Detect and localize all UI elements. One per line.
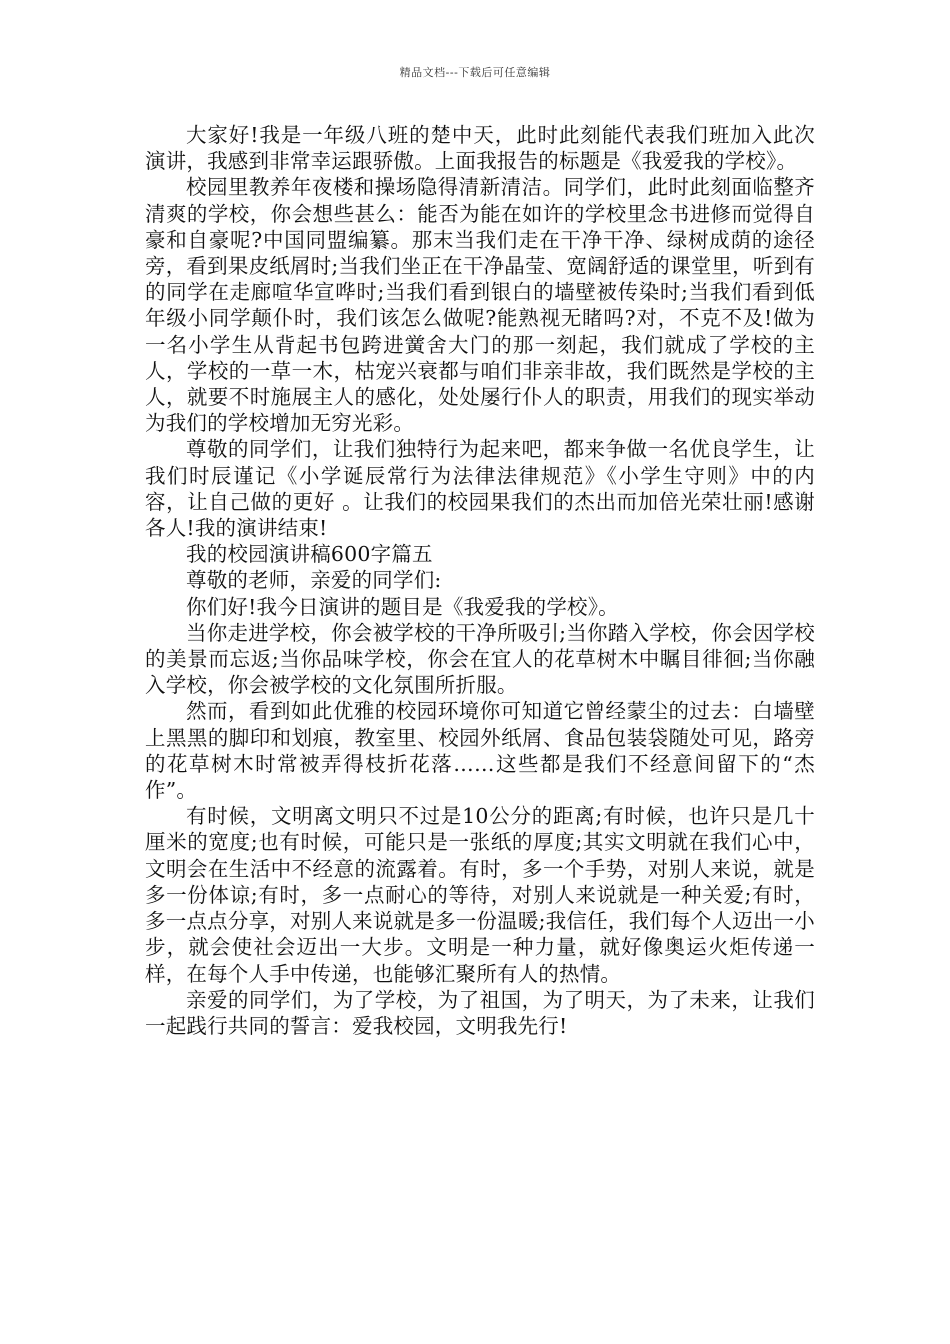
paragraph: 校园里教养年夜楼和操场隐得清新清洁。同学们，此时此刻面临整齐清爽的学校，你会想些甚么：能否为能在如许的学校里念书进修而觉得自豪和自豪呢?中国同盟编纂。那末当我们走在干净干净、绿树成荫的途径旁，看到果皮纸屑时;当我们坐正在干净晶莹、宽阔舒适的课堂里，听到有的同学在走廊喧华宣哗时;当我们看到银白的墙壁被传染时;当我们看到低年级小同学颠仆时，我们该怎么做呢?能熟视无睹吗?对，不克不及!做为一名小学生从背起书包跨进黉舍大门的那一刻起，我们就成了学校的主人，学校的一草一木，枯宠兴衰都与咱们非亲非故，我们既然是学校的主人，就要不时施展主人的感化，处处屡行仆人的职责，用我们的现实举动为我们的学校增加无穷光彩。: [145, 175, 815, 436]
paragraph: 有时候，文明离文明只不过是10公分的距离;有时候，也许只是几十厘米的宽度;也有时候，可能只是一张纸的厚度;其实文明就在我们心中，文明会在生活中不经意的流露着。有时，多一个手势，对别人来说，就是多一份体谅;有时，多一点耐心的等待，对别人来说就是一种关爱;有时，多一点点分享，对别人来说就是多一份温暖;我信任，我们每个人迈出一小步，就会使社会迈出一大步。文明是一种力量，就好像奥运火炬传递一样，在每个人手中传递，也能够汇聚所有人的热情。: [145, 804, 815, 986]
salutation: 尊敬的老师，亲爱的同学们:: [186, 568, 442, 593]
paragraph: 你们好!我今日演讲的题目是《我爱我的学校》。: [186, 594, 619, 619]
page-header: 精品文档---下载后可任意编辑: [399, 66, 551, 79]
paragraph: 尊敬的同学们，让我们独特行为起来吧，都来争做一名优良学生，让我们时辰谨记《小学诞辰常行为法律法律规范》《小学生守则》中的内容，让自己做的更好 。让我们的校园果我们的杰出而加倍光荣壮丽!感谢各人!我的演讲结束!: [145, 437, 815, 541]
paragraph: 然而，看到如此优雅的校园环境你可知道它曾经蒙尘的过去：白墙壁上黑黑的脚印和划痕，教室里、校园外纸屑、食品包装袋随处可见，路旁的花草树木时常被弄得枝折花落……这些都是我们不经意间留下的“杰作”。: [145, 699, 815, 803]
section-title: 我的校园演讲稿600字篇五: [186, 542, 433, 567]
paragraph: 大家好!我是一年级八班的楚中天，此时此刻能代表我们班加入此次演讲，我感到非常幸运跟骄傲。上面我报告的标题是《我爱我的学校》。: [145, 123, 815, 174]
paragraph: 亲爱的同学们，为了学校，为了祖国，为了明天，为了未来，让我们一起践行共同的誓言：爱我校园，文明我先行!: [145, 987, 815, 1038]
paragraph: 当你走进学校，你会被学校的干净所吸引;当你踏入学校，你会因学校的美景而忘返;当你品味学校，你会在宜人的花草树木中瞩目徘徊;当你融入学校，你会被学校的文化氛围所折服。: [145, 620, 815, 698]
document-body: [145, 122, 815, 1039]
